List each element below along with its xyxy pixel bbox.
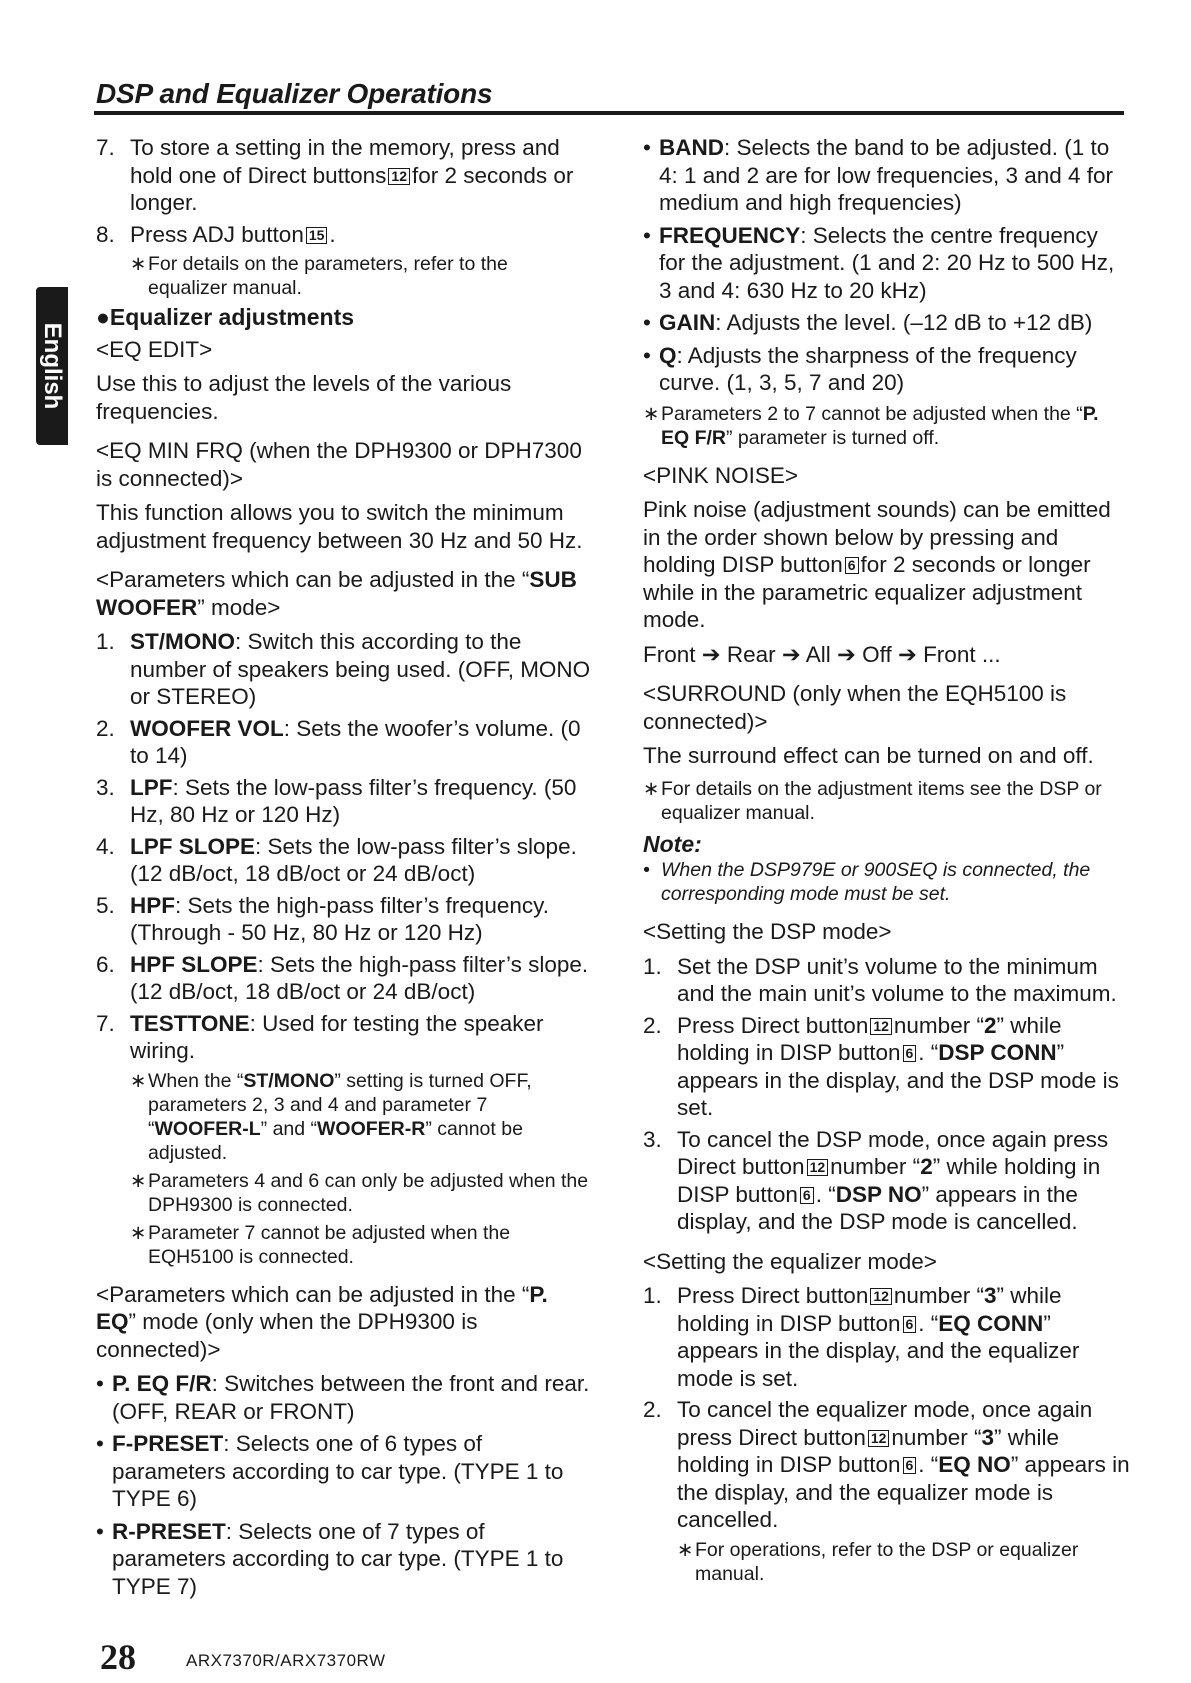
- step-8: 8. Press ADJ button 15 .: [96, 221, 336, 247]
- eq-param-item: • GAIN: Adjusts the level. (–12 dB to +12 dB): [643, 310, 1093, 335]
- eq-min-label: <EQ MIN FRQ (when the DPH9300 or DPH7300 is connected)>: [96, 438, 582, 491]
- eq-mode-heading: <Setting the equalizer mode>: [643, 1248, 937, 1274]
- testtone-note: ∗ Parameter 7 cannot be adjusted when the EQH5100 is connected.: [130, 1221, 511, 1268]
- left-column: [96, 134, 592, 1605]
- eq-edit-label: <EQ EDIT>: [96, 336, 213, 362]
- eq-edit-desc: Use this to adjust the levels of the various frequencies.: [96, 371, 512, 424]
- eq-step: 1. Press Direct button 12 number “3” while holding in DISP button 6 . “EQ CONN” appears in the display, and the equalizer mode is set.: [643, 1283, 1080, 1391]
- note-text: • When the DSP979E or 900SEQ is connected, the corresponding mode must be set.: [643, 859, 1091, 905]
- button-number-icon: 6: [903, 1045, 917, 1062]
- model-number: ARX7370R/ARX7370RW: [186, 1651, 386, 1670]
- eq-final-note: ∗ For operations, refer to the DSP or equalizer manual.: [677, 1538, 1079, 1585]
- button-number-icon: 6: [800, 1187, 814, 1204]
- button-number-icon: 6: [845, 557, 859, 574]
- button-number-icon: 6: [903, 1316, 917, 1333]
- page-title: DSP and Equalizer Operations: [96, 78, 493, 109]
- pink-noise-heading: <PINK NOISE>: [643, 462, 799, 488]
- step-8-note: ∗ For details on the parameters, refer to the equalizer manual.: [130, 253, 508, 299]
- testtone-note: ∗ When the “ST/MONO” setting is turned OFF, parameters 2, 3 and 4 and parameter 7 “WOOFER-L” and “WOOFER-R” cannot be adjusted.: [130, 1069, 532, 1164]
- surround-heading: <SURROUND (only when the EQH5100 is connected)>: [643, 681, 1067, 734]
- eq-param-item: • FREQUENCY: Selects the centre frequency for the adjustment. (1 and 2: 20 Hz to 500 Hz, 3 and 4: 630 Hz to 20 kHz): [643, 222, 1115, 303]
- sub-item: 6. HPF SLOPE: Sets the high-pass filter’s slope. (12 dB/oct, 18 dB/oct or 24 dB/oct): [96, 951, 589, 1004]
- button-number-icon: 12: [870, 1288, 892, 1305]
- surround-desc: The surround effect can be turned on and off.: [643, 743, 1094, 768]
- button-number-icon: 12: [868, 1430, 890, 1447]
- sub-item: 7. TESTTONE: Used for testing the speaker wiring.: [96, 1010, 544, 1063]
- note-title: Note:: [643, 830, 702, 857]
- step-7: 7. To store a setting in the memory, press and hold one of Direct buttons 12 for 2 seconds or longer.: [96, 135, 574, 215]
- title-rule: [94, 111, 1124, 115]
- dsp-step: 1. Set the DSP unit’s volume to the minimum and the main unit’s volume to the maximum.: [643, 953, 1117, 1006]
- language-tab: [36, 287, 68, 445]
- testtone-note: ∗ Parameters 4 and 6 can only be adjusted when the DPH9300 is connected.: [130, 1169, 589, 1216]
- sub-item: 3. LPF: Sets the low-pass filter’s frequency. (50 Hz, 80 Hz or 120 Hz): [96, 774, 577, 827]
- dsp-step: 3. To cancel the DSP mode, once again press Direct button 12 number “2” while holding in DISP button 6 . “DSP NO” appears in the display, and the DSP mode is cancelled.: [643, 1126, 1109, 1234]
- eq-step: 2. To cancel the equalizer mode, once again press Direct button 12 number “3” while holding in DISP button 6 . “EQ NO” appears in the display, and the equalizer mode is cancelled.: [643, 1397, 1130, 1532]
- pink-noise-sequence: Front ➔ Rear ➔ All ➔ Off ➔ Front ...: [643, 641, 1001, 667]
- section-heading: ●Equalizer adjustments: [96, 304, 355, 330]
- button-number-icon: 12: [807, 1159, 829, 1176]
- language-tab-label: English: [39, 322, 66, 410]
- peq-item: • R-PRESET: Selects one of 7 types of parameters according to car type. (TYPE 1 to TYPE 7): [96, 1518, 564, 1599]
- sub-woofer-intro: <Parameters which can be adjusted in the “SUB WOOFER” mode>: [96, 567, 577, 620]
- button-number-icon: 15: [306, 227, 328, 244]
- dsp-step: 2. Press Direct button 12 number “2” while holding in DISP button 6 . “DSP CONN” appears in the display, and the DSP mode is set.: [643, 1012, 1119, 1120]
- bullet-icon: ●: [96, 304, 110, 330]
- eq-param-item: • BAND: Selects the band to be adjusted. (1 to 4: 1 and 2 are for low frequencies, 3 and 4 for medium and high frequencies): [643, 135, 1114, 215]
- peq-item: • F-PRESET: Selects one of 6 types of parameters according to car type. (TYPE 1 to TYPE 6): [96, 1431, 564, 1511]
- sub-item: 5. HPF: Sets the high-pass filter’s frequency. (Through - 50 Hz, 80 Hz or 120 Hz): [96, 892, 549, 945]
- right-column: [643, 134, 1130, 1590]
- sub-item: 2. WOOFER VOL: Sets the woofer’s volume. (0 to 14): [96, 715, 581, 768]
- peq-intro: <Parameters which can be adjusted in the “P. EQ” mode (only when the DPH9300 is connected)>: [96, 1281, 548, 1362]
- button-number-icon: 6: [903, 1457, 917, 1474]
- sub-item: 4. LPF SLOPE: Sets the low-pass filter’s slope. (12 dB/oct, 18 dB/oct or 24 dB/oct): [96, 833, 577, 886]
- page-number: 28: [100, 1637, 136, 1677]
- surround-note: ∗ For details on the adjustment items see the DSP or equalizer manual.: [643, 777, 1102, 824]
- dsp-mode-heading: <Setting the DSP mode>: [643, 919, 892, 944]
- sub-item: 1. ST/MONO: Switch this according to the number of speakers being used. (OFF, MONO or STEREO): [96, 629, 591, 709]
- eq-min-desc: This function allows you to switch the minimum adjustment frequency between 30 Hz and 50 Hz.: [96, 500, 583, 553]
- eq-param-item: • Q: Adjusts the sharpness of the frequency curve. (1, 3, 5, 7 and 20): [643, 342, 1077, 395]
- button-number-icon: 12: [870, 1018, 892, 1035]
- params-note: ∗ Parameters 2 to 7 cannot be adjusted when the “P. EQ F/R” parameter is turned off.: [643, 402, 1099, 449]
- pink-noise-desc: Pink noise (adjustment sounds) can be emitted in the order shown below by pressing and holding DISP button 6 for 2 seconds or longer while in the parametric equalizer adjustment mode.: [643, 497, 1111, 632]
- peq-item: • P. EQ F/R: Switches between the front and rear. (OFF, REAR or FRONT): [96, 1371, 590, 1424]
- button-number-icon: 12: [388, 168, 410, 185]
